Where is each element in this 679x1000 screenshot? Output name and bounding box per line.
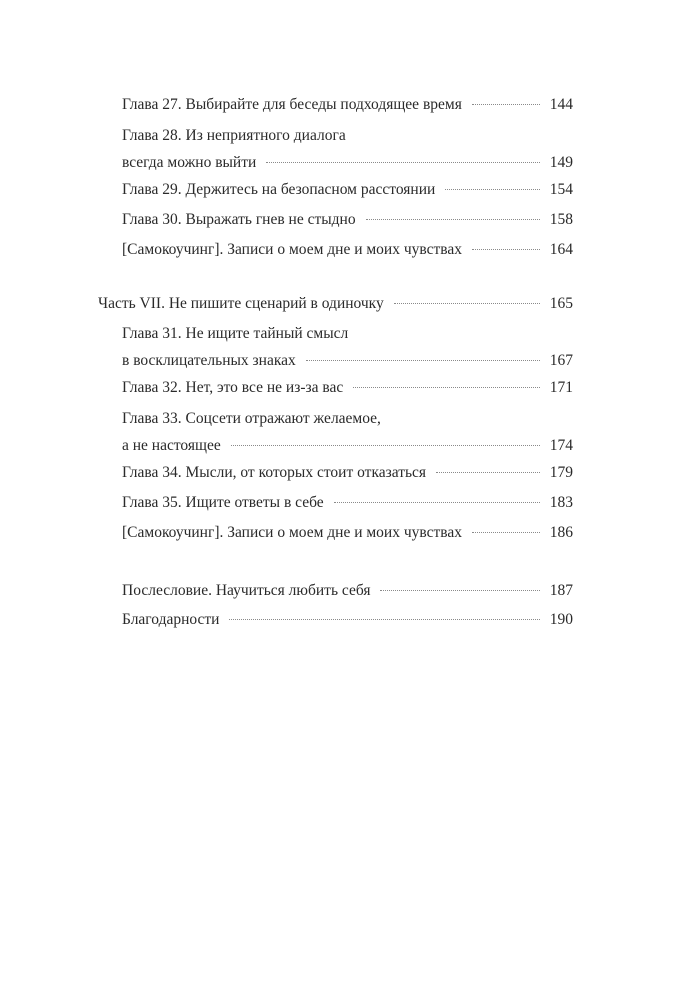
dot-leader: [334, 502, 540, 503]
toc-page-number: 154: [549, 181, 573, 198]
toc-entry-chapter-30: [122, 206, 573, 233]
dot-leader: [436, 472, 540, 473]
toc-page-number: 167: [549, 352, 573, 369]
toc-entry-chapter-34: [122, 459, 573, 486]
toc-entry-title: Глава 29. Держитесь на безопасном расстоянии: [122, 181, 436, 198]
toc-page-number: 158: [549, 211, 573, 228]
toc-entry-title: Глава 32. Нет, это все не из-за вас: [122, 379, 344, 396]
toc-entry-title: Глава 27. Выбирайте для беседы подходящее время: [122, 96, 462, 113]
toc-entry-chapter-31: [122, 320, 573, 374]
toc-page-number: 183: [549, 494, 573, 511]
toc-page-number: 186: [549, 524, 573, 541]
dot-leader: [472, 104, 540, 105]
toc-entry-part-7: [98, 290, 573, 317]
toc-page-number: 165: [549, 295, 573, 312]
toc-page-number: 144: [549, 96, 573, 113]
toc-entry-title: Глава 34. Мысли, от которых стоит отказаться: [122, 464, 427, 481]
dot-leader: [445, 189, 539, 190]
dot-leader: [306, 360, 540, 361]
toc-entry-title-line: Глава 31. Не ищите тайный смысл: [122, 325, 349, 342]
dot-leader: [366, 219, 540, 220]
toc-entry-acknowledgements: [122, 606, 573, 633]
toc-page-number: 171: [549, 379, 573, 396]
toc-page-number: 174: [549, 437, 573, 454]
toc-entry-title-line: Глава 33. Соцсети отражают желаемое,: [122, 410, 381, 427]
toc-page-number: 164: [549, 241, 573, 258]
toc-entry-title: Благодарности: [122, 611, 220, 628]
toc-entry-title: а не настоящее: [122, 437, 221, 454]
toc-entry-title: Послесловие. Научиться любить себя: [122, 582, 371, 599]
dot-leader: [380, 590, 539, 591]
toc-page-number: 179: [549, 464, 573, 481]
toc-entry-chapter-27: [122, 91, 573, 118]
toc-entry-chapter-29: [122, 176, 573, 203]
toc-entry-title: всегда можно выйти: [122, 154, 257, 171]
toc-entry-self-coaching: [122, 236, 573, 263]
toc-entry-afterword: [122, 577, 573, 604]
toc-page-number: 149: [549, 154, 573, 171]
toc-entry-title: Часть VII. Не пишите сценарий в одиночку: [98, 295, 384, 312]
toc-entry-chapter-33: [122, 405, 573, 459]
toc-entry-self-coaching: [122, 519, 573, 546]
toc-entry-chapter-32: [122, 374, 573, 401]
toc-page-number: 187: [549, 582, 573, 599]
dot-leader: [472, 249, 540, 250]
toc-entry-title: [Самокоучинг]. Записи о моем дне и моих чувствах: [122, 524, 463, 541]
toc-entry-title: Глава 35. Ищите ответы в себе: [122, 494, 324, 511]
dot-leader: [229, 619, 539, 620]
dot-leader: [394, 303, 540, 304]
dot-leader: [231, 445, 540, 446]
toc-entry-chapter-35: [122, 489, 573, 516]
dot-leader: [266, 162, 539, 163]
toc-entry-chapter-28: [122, 122, 573, 176]
toc-entry-title-line: Глава 28. Из неприятного диалога: [122, 127, 346, 144]
toc-page-number: 190: [549, 611, 573, 628]
toc-entry-title: [Самокоучинг]. Записи о моем дне и моих чувствах: [122, 241, 463, 258]
toc-entry-title: в восклицательных знаках: [122, 352, 296, 369]
toc-entry-title: Глава 30. Выражать гнев не стыдно: [122, 211, 356, 228]
dot-leader: [353, 387, 540, 388]
dot-leader: [472, 532, 540, 533]
